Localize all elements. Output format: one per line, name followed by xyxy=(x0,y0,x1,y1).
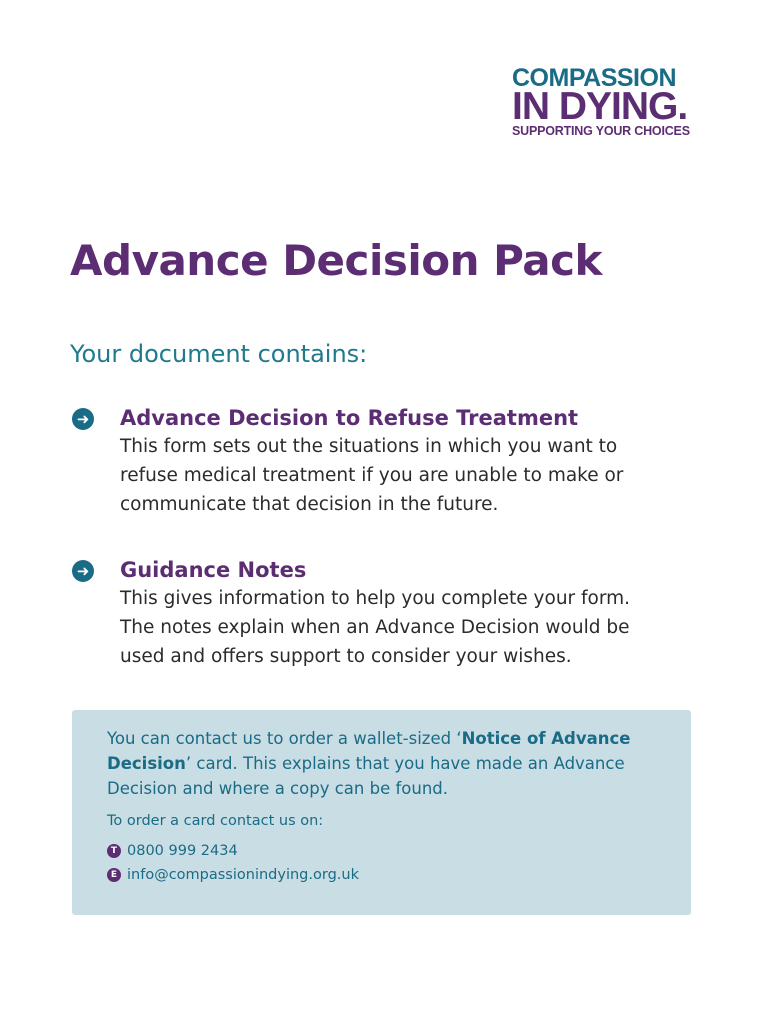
item-heading: Advance Decision to Refuse Treatment xyxy=(120,406,579,430)
item-body: This form sets out the situations in which you want to refuse medical treatment if you are unable to make or communicate that decision in the future. xyxy=(120,436,624,515)
intro-text-end: ’ card. This explains that you have made an Advance Decision and where a copy can be found. xyxy=(107,754,625,798)
email-contact xyxy=(107,867,359,883)
arrow-right-circle-icon: ➜ xyxy=(72,408,94,430)
intro-text-start: You can contact us to order a wallet-sized ‘ xyxy=(107,729,462,748)
logo-line-1: COMPASSION xyxy=(512,64,676,92)
arrow-right-circle-icon: ➜ xyxy=(72,560,94,582)
contents-item-advance-decision xyxy=(72,404,712,519)
page-subtitle: Your document contains: xyxy=(70,340,368,368)
item-heading: Guidance Notes xyxy=(120,558,307,582)
email-address[interactable]: info@compassionindying.org.uk xyxy=(127,867,359,883)
item-body: This gives information to help you complete your form. The notes explain when an Advance Decision would be used and offers support to consider your wishes. xyxy=(120,588,631,667)
phone-number[interactable]: 0800 999 2434 xyxy=(127,843,238,859)
phone-contact xyxy=(107,843,238,859)
logo-line-2: IN DYING. xyxy=(512,85,688,128)
email-badge-icon: E xyxy=(107,868,121,882)
info-box-intro xyxy=(107,726,667,801)
order-card-info-box xyxy=(72,710,691,915)
compassion-in-dying-logo xyxy=(512,66,732,138)
notice-card-name: Notice of Advance Decision xyxy=(107,729,631,773)
phone-badge-icon: T xyxy=(107,844,121,858)
order-label: To order a card contact us on: xyxy=(107,813,324,829)
contents-item-guidance-notes xyxy=(72,556,712,671)
page-title: Advance Decision Pack xyxy=(70,236,602,285)
logo-tagline: SUPPORTING YOUR CHOICES xyxy=(512,124,690,138)
